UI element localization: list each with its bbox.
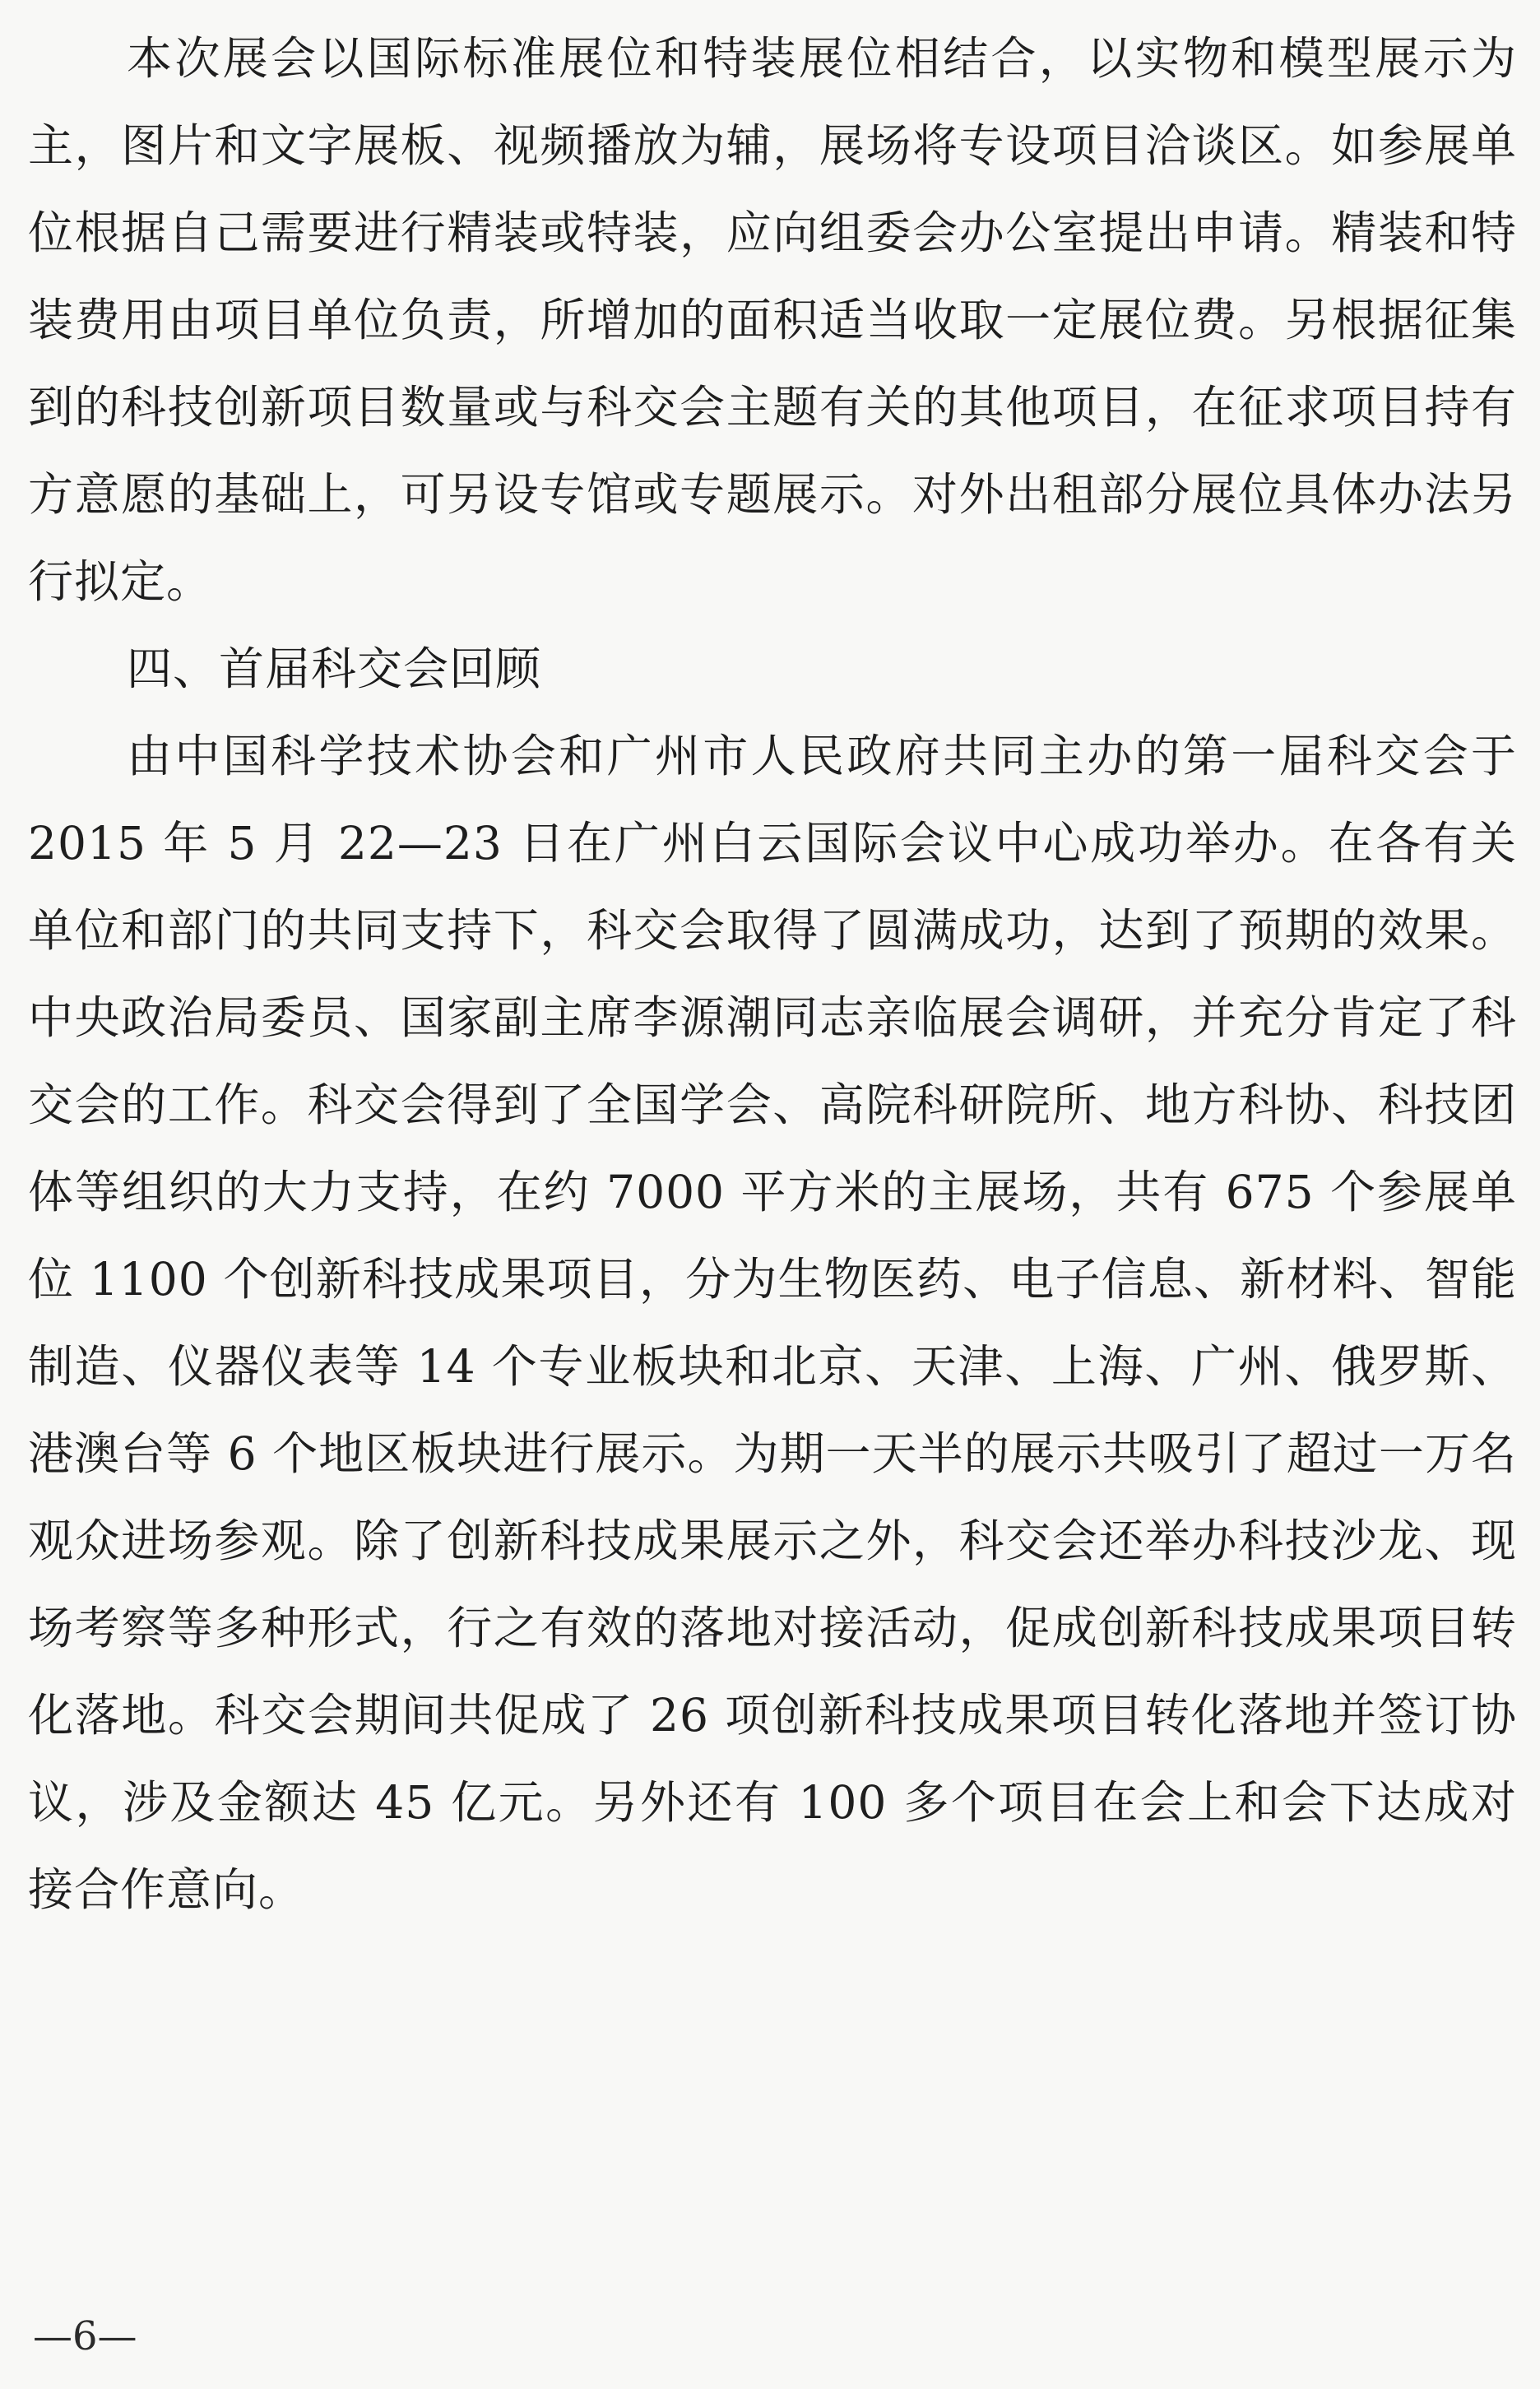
body-text [28, 15, 1517, 1933]
section-heading: 四、首届科交会回顾 [127, 642, 542, 695]
paragraph-first-fair-review: 由中国科学技术协会和广州市人民政府共同主办的第一届科交会于 2015 年 5 月 22—23 日在广州白云国际会议中心成功举办。在各有关单位和部门的共同支持下，科交会取得了圆满成功，达到了预期的效果。中央政治局委员、国家副主席李源潮同志亲临展会调研，并充分肯定了科交会的工作。科交会得到了全国学会、高院科研院所、地方科协、科技团体等组织的大力支持，在约 7000 平方米的主展场，共有 675 个参展单位 1100 个创新科技成果项目，分为生物医药、电子信息、新材料、智能制造、仪器仪表等 14 个专业板块和北京、天津、上海、广州、俄罗斯、港澳台等 6 个地区板块进行展示。为期一天半的展示共吸引了超过一万名观众进场参观。除了创新科技成果展示之外，科交会还举办科技沙龙、现场考察等多种形式，行之有效的落地对接活动，促成创新科技成果项目转化落地。科交会期间共促成了 26 项创新科技成果项目转化落地并签订协议，涉及金额达 45 亿元。另外还有 100 多个项目在会上和会下达成对接合作意向。 [28, 730, 1517, 1916]
page-number: —6— [33, 2313, 137, 2359]
paragraph-exhibition-format: 本次展会以国际标准展位和特装展位相结合，以实物和模型展示为主，图片和文字展板、视频播放为辅，展场将专设项目洽谈区。如参展单位根据自己需要进行精装或特装，应向组委会办公室提出申请。精装和特装费用由项目单位负责，所增加的面积适当收取一定展位费。另根据征集到的科技创新项目数量或与科交会主题有关的其他项目，在征求项目持有方意愿的基础上，可另设专馆或专题展示。对外出租部分展位具体办法另行拟定。 [28, 32, 1517, 608]
